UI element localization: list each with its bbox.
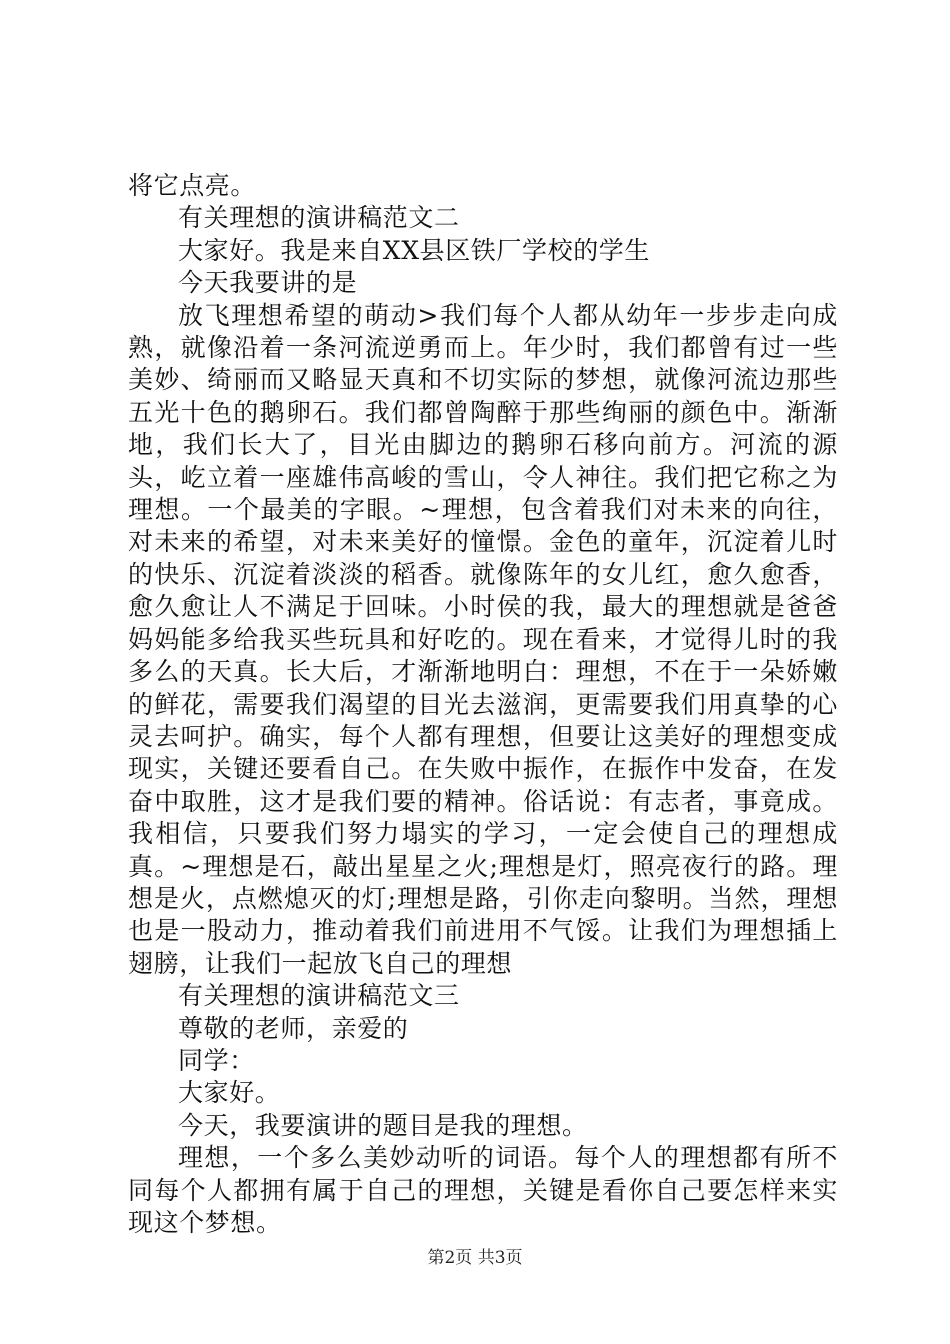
section-heading: 有关理想的演讲稿范文二 [178, 203, 460, 233]
body-paragraph: 放飞理想希望的萌动>我们每个人都从幼年一步步走向成熟，就像沿着一条河流逆勇而上。年少时，我们都曾有过一些美妙、绮丽而又略显天真和不切实际的梦想，就像河流边那些五光十色的鹅卵石。我们都曾陶醉于那些绚丽的颜色中。渐渐地，我们长大了，目光由脚边的鹅卵石移向前方。河流的源头，屹立着一座雄伟高峻的雪山，令人神往。我们把它称之为理想。一个最美的字眼。~理想，包含着我们对未来的向往，对未来的希望，对未来美好的憧憬。金色的童年，沉淀着儿时的快乐、沉淀着淡淡的稻香。就像陈年的女儿红，愈久愈香，愈久愈让人不满足于回味。小时侯的我，最大的理想就是爸爸妈妈能多给我买些玩具和好吃的。现在看来，才觉得儿时的我多么的天真。长大后，才渐渐地明白：理想，不在于一朵娇嫩的鲜花，需要我们渴望的目光去滋润，更需要我们用真挚的心灵去呵护。确实，每个人都有理想，但要让这美好的理想变成现实，关键还要看自己。在失败中振作，在振作中发奋，在发奋中取胜，这才是我们要的精神。俗话说：有志者，事竟成。我相信，只要我们努力塌实的学习，一定会使自己的理想成真。~理想是石，敲出星星之火;理想是灯，照亮夜行的路。理想是火，点燃熄灭的灯;理想是路，引你走向黎明。当然，理想也是一股动力，推动着我们前进用不气馁。让我们为理想插上翅膀，让我们一起放飞自己的理想 [128, 300, 838, 978]
page-footer: 第2页 共3页 [427, 1248, 523, 1268]
text-line: 尊敬的老师，亲爱的 [178, 1013, 409, 1043]
text-line: 大家好。 [178, 1078, 281, 1108]
body-paragraph: 理想，一个多么美妙动听的词语。每个人的理想都有所不同每个人都拥有属于自己的理想，关键是看你自己要怎样来实现这个梦想。 [128, 1143, 838, 1237]
section-heading: 有关理想的演讲稿范文三 [178, 981, 460, 1011]
text-line: 同学： [178, 1045, 255, 1075]
text-line: 今天，我要演讲的题目是我的理想。 [178, 1110, 588, 1140]
text-line: 将它点亮。 [128, 171, 257, 200]
text-line: 今天我要讲的是 [178, 268, 358, 298]
document-body [128, 170, 838, 1239]
text-line: 大家好。我是来自XX县区铁厂学校的学生 [178, 235, 650, 265]
